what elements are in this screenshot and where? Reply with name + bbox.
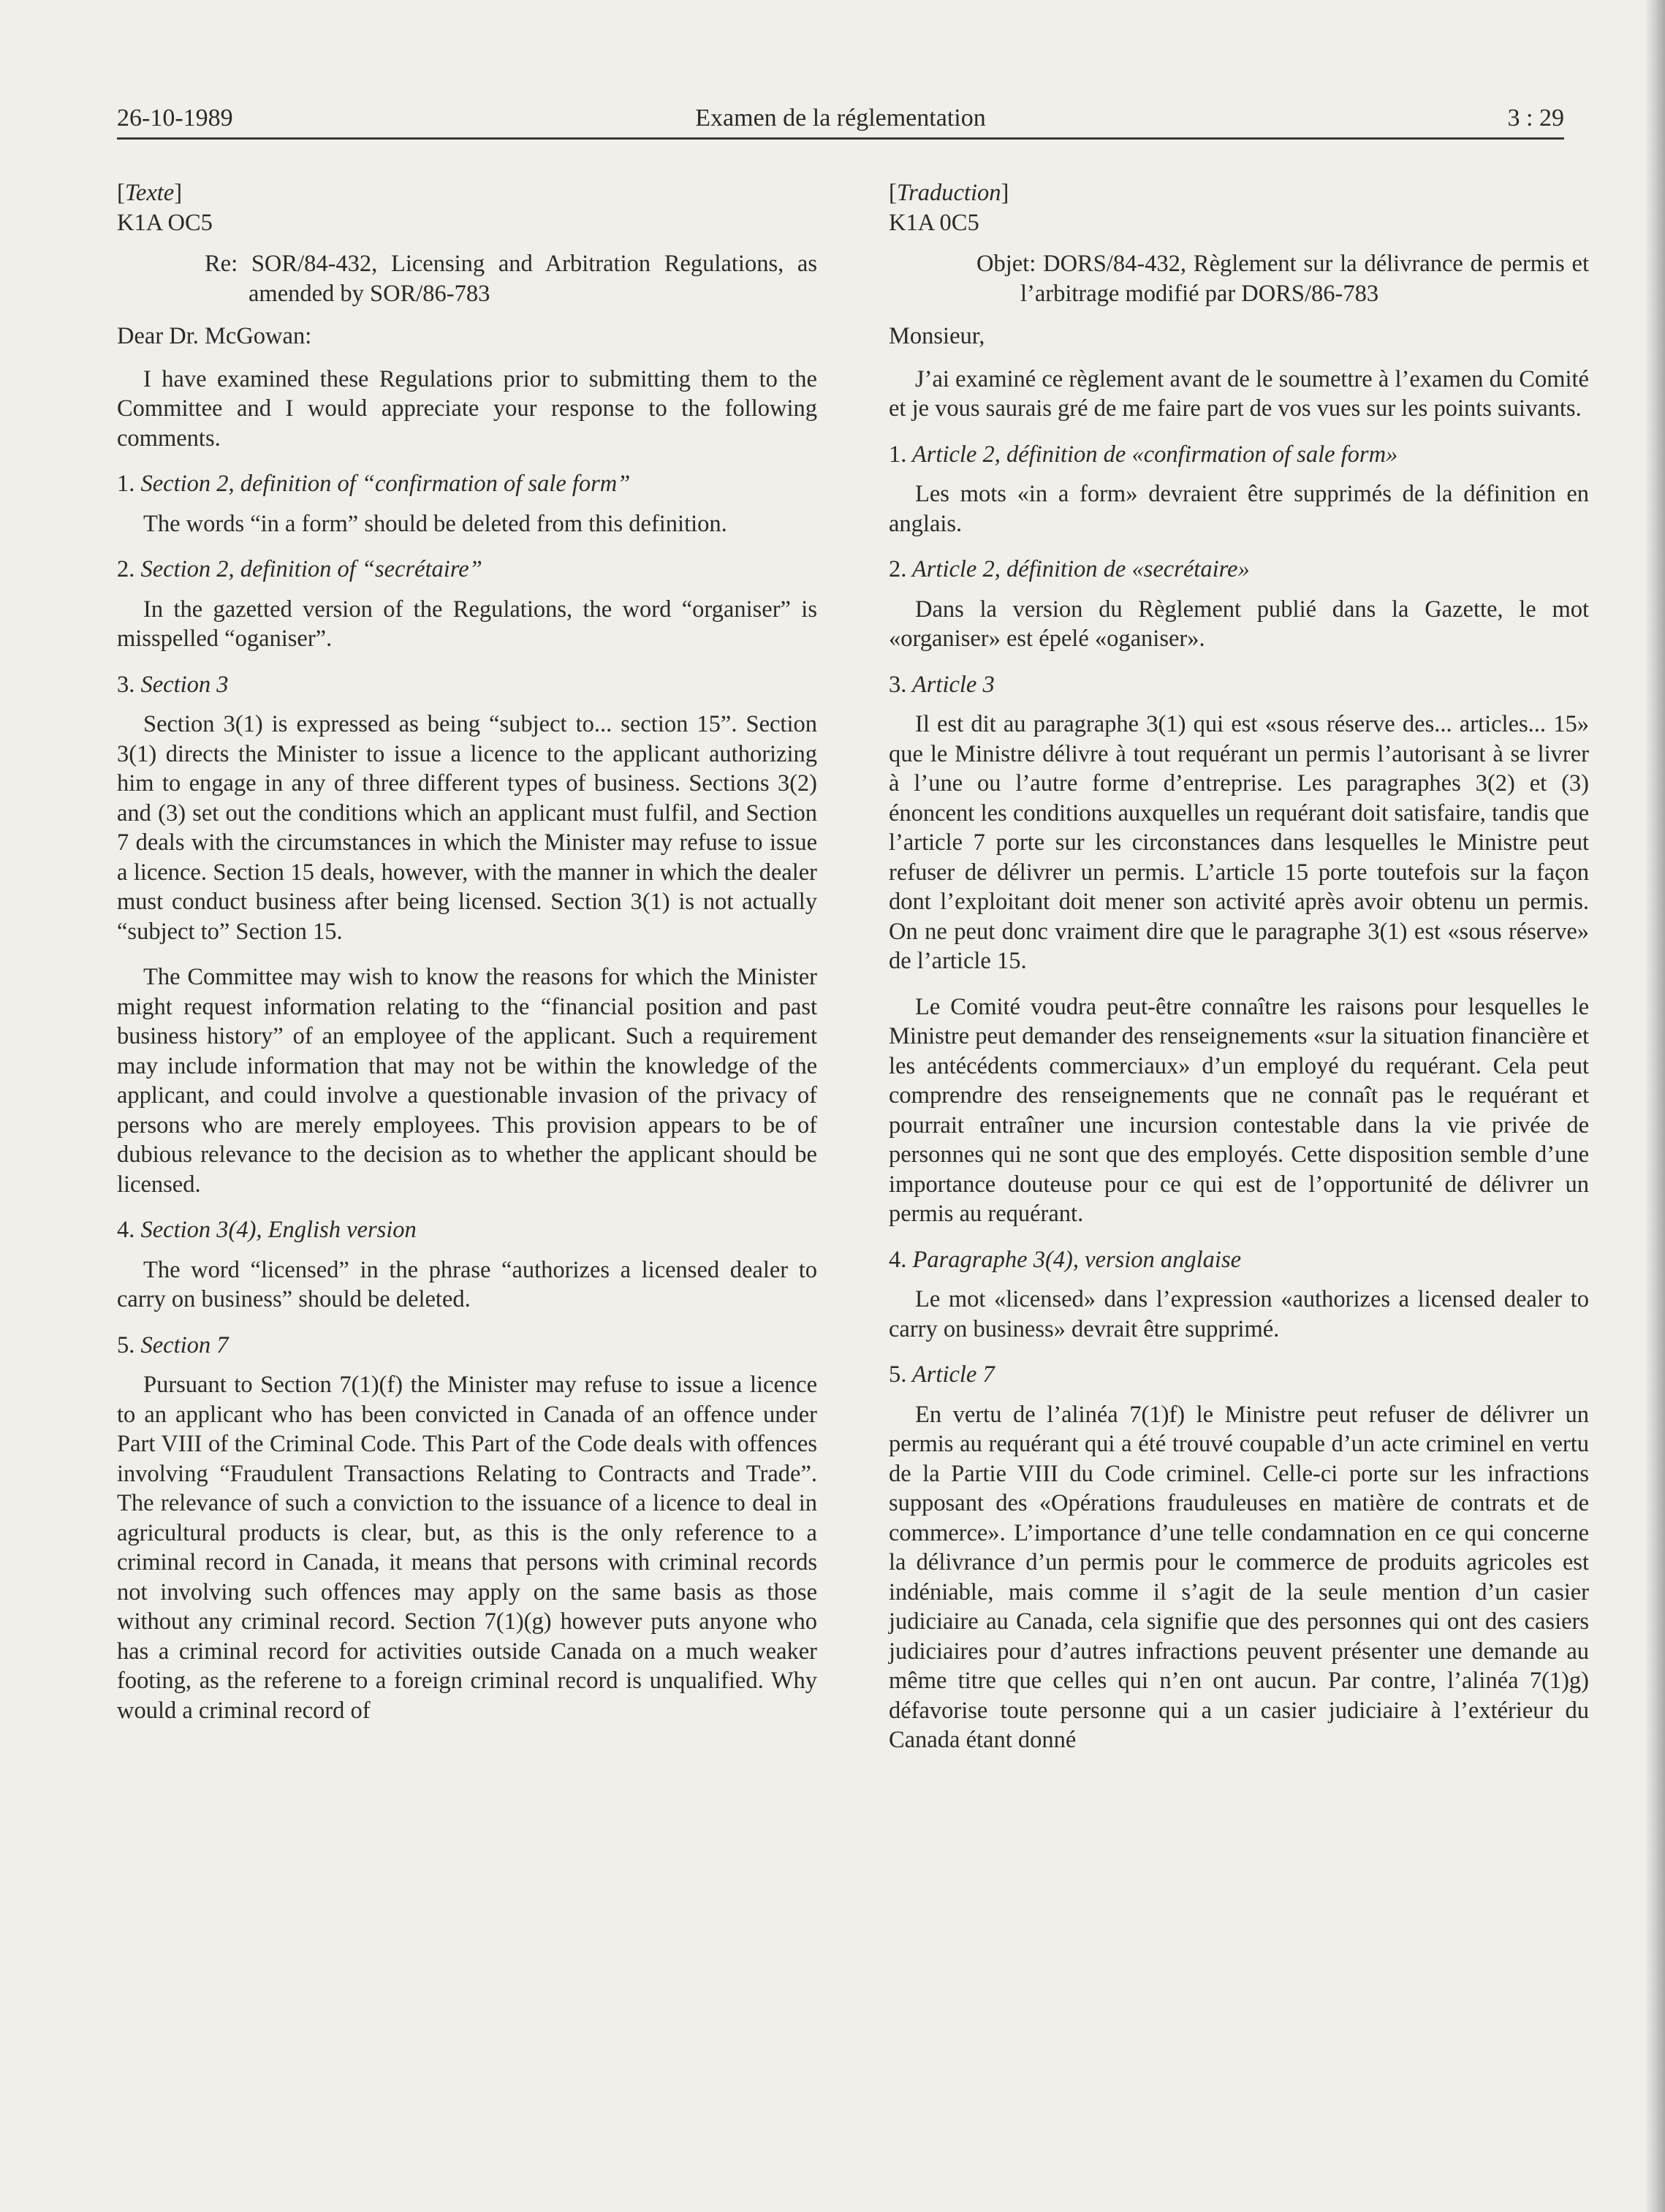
postal-code: K1A 0C5 — [889, 209, 979, 236]
header-page-number: 3 : 29 — [1507, 104, 1564, 132]
section-heading: 5. Article 7 — [889, 1361, 995, 1388]
paragraph: Les mots «in a form» devraient être supprimés de la définition en anglais. — [889, 481, 1589, 537]
paragraph: Dans la version du Règlement publié dans la Gazette, le mot «organiser» est épelé «oganiser». — [889, 596, 1589, 652]
paragraph: In the gazetted version of the Regulations, the word “organiser” is misspelled “oganiser”. — [117, 596, 817, 652]
intro-paragraph: I have examined these Regulations prior to submitting them to the Committee and I would appreciate your response to the following comments. — [117, 365, 817, 452]
section-heading: 5. Section 7 — [117, 1331, 229, 1358]
section-heading: 2. Section 2, definition of “secrétaire” — [117, 556, 482, 582]
header-rule — [117, 137, 1564, 140]
paragraph: The words “in a form” should be deleted from this definition. — [143, 510, 727, 537]
section-heading: 1. Article 2, définition de «confirmation of sale form» — [889, 441, 1398, 468]
section-heading: 3. Section 3 — [117, 671, 229, 698]
paragraph: Pursuant to Section 7(1)(f) the Minister may refuse to issue a licence to an applicant who has been convicted in Canada of an offence under Part VIII of the Criminal Code. This Part of the Code deals with offences involving “Fraudulent Transactions Relating to Contracts and Trade”. The relevance of such a conviction to the issuance of a licence to deal in agricultural products is clear, but, as this is the only reference to a criminal record in Canada, it means that persons with criminal records not involving such offences may apply on the same basis as those without any criminal record. Section 7(1)(g) however puts anyone who has a criminal record for activities outside Canada on a much weaker footing, as the referene to a foreign criminal record is unqualified. Why would a criminal record of — [117, 1372, 817, 1724]
header-title: Examen de la réglementation — [695, 104, 986, 132]
salutation: Monsieur, — [889, 323, 985, 349]
section-heading: 1. Section 2, definition of “confirmation of sale form” — [117, 471, 631, 497]
paragraph: Il est dit au paragraphe 3(1) qui est «sous réserve des... articles... 15» que le Ministre délivre à tout requérant un permis l’autorisant à se livrer à l’une ou l’autre forme d’entreprise. Les paragraphes 3(2) et (3) énoncent les conditions auxquelles un requérant doit satisfaire, tandis que l’article 7 porte sur les circonstances dans lesquelles le Ministre peut refuser de délivrer un permis. L’article 15 porte toutefois sur la façon dont l’exploitant doit mener son activité après avoir obtenu un permis. On ne peut donc vraiment dire que le paragraphe 3(1) est «sous réserve» de l’article 15. — [889, 711, 1589, 974]
french-column — [889, 178, 1589, 1755]
paragraph: Section 3(1) is expressed as being “subject to... section 15”. Section 3(1) directs the Minister to issue a licence to the applicant authorizing him to engage in any of three different types of business. Sections 3(2) and (3) set out the conditions which an applicant must fulfil, and Section 7 deals with the circumstances in which the Minister may refuse to issue a licence. Section 15 deals, however, with the manner in which the dealer must conduct business after being licensed. Section 3(1) is not actually “subject to” Section 15. — [117, 711, 817, 945]
column-tag: [Traduction] — [889, 180, 1009, 206]
section-heading: 3. Article 3 — [889, 671, 995, 698]
section-heading: 4. Paragraphe 3(4), version anglaise — [889, 1246, 1242, 1273]
subject-line: Objet: DORS/84-432, Règlement sur la délivrance de permis et l’arbitrage modifié par DORS/86-783 — [976, 251, 1589, 307]
section-heading: 4. Section 3(4), English version — [117, 1217, 417, 1243]
column-tag: [Texte] — [117, 180, 183, 206]
intro-paragraph: J’ai examiné ce règlement avant de le soumettre à l’examen du Comité et je vous saurais gré de me faire part de vos vues sur les points suivants. — [889, 365, 1589, 422]
salutation: Dear Dr. McGowan: — [117, 323, 312, 349]
paragraph: Le Comité voudra peut-être connaître les raisons pour lesquelles le Ministre peut demander des renseignements «sur la situation financière et les antécédents commerciaux» d’un employé du requérant. Cela peut comprendre des renseignements que ne connaît pas le requérant et pourrait entraîner une incursion contestable dans la vie privée de personnes qui ne sont que des employés. Cette disposition semble d’une importance douteuse pour ce qui est de l’opportunité de délivrer un permis au requérant. — [889, 993, 1589, 1227]
paragraph: The word “licensed” in the phrase “authorizes a licensed dealer to carry on business” should be deleted. — [117, 1256, 817, 1312]
header-date: 26-10-1989 — [117, 104, 233, 132]
paragraph: Le mot «licensed» dans l’expression «authorizes a licensed dealer to carry on business» devrait être supprimé. — [889, 1286, 1589, 1342]
section-heading: 2. Article 2, définition de «secrétaire» — [889, 556, 1250, 582]
paragraph: En vertu de l’alinéa 7(1)f) le Ministre peut refuser de délivrer un permis au requérant qui a été trouvé coupable d’un acte criminel en vertu de la Partie VIII du Code criminel. Celle-ci porte sur les infractions supposant des «Opérations frauduleuses en matière de contrats et de commerce». L’importance d’une telle condamnation en ce qui concerne la délivrance d’un permis pour le commerce de produits agricoles est indéniable, mais comme il s’agit de la seule mention d’un casier judiciaire au Canada, cela signifie que des personnes qui ont des casiers judiciaires pour d’autres infractions peuvent présenter une demande au même titre que celles qui n’en ont aucun. Par contre, l’alinéa 7(1)g) défavorise toute personne qui a un casier judiciaire à l’extérieur du Canada étant donné — [889, 1401, 1589, 1753]
page-header — [117, 101, 1564, 136]
postal-code: K1A OC5 — [117, 209, 213, 236]
english-column — [117, 178, 817, 1725]
paragraph: The Committee may wish to know the reasons for which the Minister might request information relating to the “financial position and past business history” of an employee of the applicant. Such a requirement may include information that may not be within the knowledge of the applicant, and could involve a questionable invasion of the privacy of persons who are merely employees. This provision appears to be of dubious relevance to the decision as to whether the applicant should be licensed. — [117, 964, 817, 1198]
page-edge-shadow — [1646, 0, 1665, 2212]
subject-line: Re: SOR/84-432, Licensing and Arbitration Regulations, as amended by SOR/86-783 — [205, 251, 817, 307]
